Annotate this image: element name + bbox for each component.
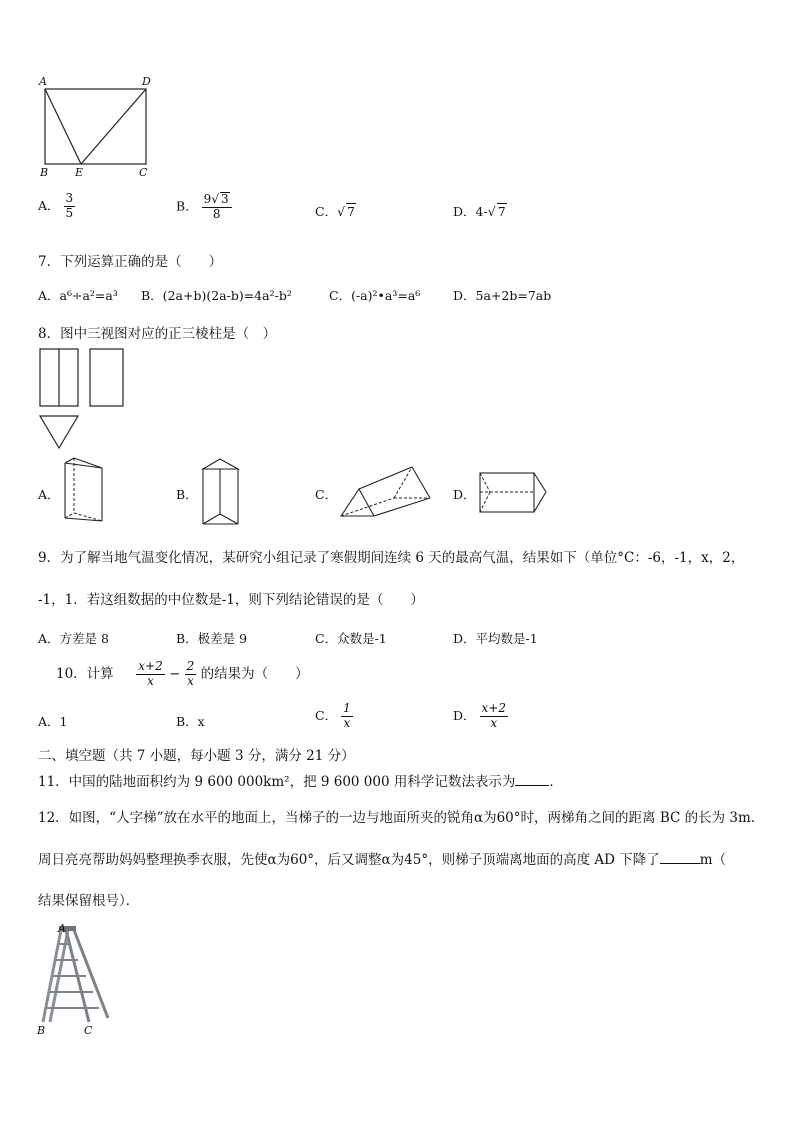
denominator: x xyxy=(341,716,353,731)
q9-stem-line2: -1，1．若这组数据的中位数是-1，则下列结论错误的是（ ） xyxy=(38,592,424,608)
stem-suffix: 的结果为（ ） xyxy=(200,665,309,682)
denominator: x xyxy=(480,716,508,731)
q9-stem-line1: 9．为了解当地气温变化情况，某研究小组记录了寒假期间连续 6 天的最高气温，结果如下（单位°C：-6，-1，x，2， xyxy=(38,550,745,566)
q8-option-a-label[interactable]: A． xyxy=(38,487,60,502)
numerator: 1 xyxy=(343,701,351,715)
q10-stem xyxy=(56,660,309,689)
denominator: x xyxy=(185,674,197,689)
q10-option-b[interactable]: B．x xyxy=(176,714,205,729)
numerator: 9√ 3 xyxy=(203,192,229,206)
q9-option-b[interactable]: B．极差是 9 xyxy=(176,631,248,646)
answer-blank[interactable] xyxy=(515,785,549,786)
stem-text: 周日亮亮帮助妈妈整理换季衣服，先使α为60°，后又调整α为45°，则梯子顶端离地面的高度 AD 下降了 xyxy=(38,852,660,868)
q8-option-b-label[interactable]: B． xyxy=(176,487,198,502)
ladder-figure xyxy=(34,918,118,1040)
q7-option-a[interactable]: A．a⁶÷a²=a³ xyxy=(38,288,118,303)
numerator: 3 xyxy=(65,191,74,205)
prism-option-b[interactable] xyxy=(200,456,244,528)
answer-blank[interactable] xyxy=(660,863,700,864)
label-c: C xyxy=(139,166,148,179)
fraction xyxy=(64,192,76,221)
fraction xyxy=(341,702,353,731)
q7-option-d[interactable]: D．5a+2b=7ab xyxy=(453,288,552,303)
q6-option-d[interactable]: D．4-√ 7 xyxy=(453,204,506,219)
numerator: x+2 xyxy=(481,701,506,715)
radicand: 7 xyxy=(497,204,506,219)
denominator: x xyxy=(136,674,164,689)
q6-option-b[interactable] xyxy=(176,192,232,222)
label-b: B xyxy=(40,166,49,179)
q12-line2 xyxy=(38,848,726,868)
radicand: 7 xyxy=(347,204,355,219)
option-label: C． xyxy=(315,204,338,219)
prism-option-a[interactable] xyxy=(62,455,108,527)
minus-sign: − xyxy=(169,665,181,682)
option-label: B． xyxy=(176,198,198,214)
stem-text: 11．中国的陆地面积约为 9 600 000km²，把 9 600 000 用科学记数法表示为 xyxy=(38,774,516,790)
denominator: 8 xyxy=(202,207,232,222)
q10-option-d[interactable] xyxy=(453,702,508,731)
prism-option-c[interactable] xyxy=(338,464,434,520)
q8-option-d-label[interactable]: D． xyxy=(453,487,476,502)
option-label: A． xyxy=(38,197,60,213)
label-c: C xyxy=(84,1024,93,1037)
q10-option-a[interactable]: A．1 xyxy=(38,714,68,729)
q7-option-b[interactable]: B．(2a+b)(2a-b)=4a²-b² xyxy=(141,288,292,303)
q9-option-d[interactable]: D．平均数是-1 xyxy=(453,631,538,646)
q12-line3: 结果保留根号）． xyxy=(38,893,140,909)
q12-line1: 12．如图，“人字梯”放在水平的地面上，当梯子的一边与地面所夹的锐角α为60°时，两梯角之间的距离 BC 的长为 3m. xyxy=(38,810,756,826)
stem-prefix: 10．计算 xyxy=(56,665,114,682)
stem-tail: m（ xyxy=(699,852,727,868)
radicand: 3 xyxy=(220,192,229,206)
section-heading: 二、填空题（共 7 小题，每小题 3 分，满分 21 分） xyxy=(38,748,355,764)
prism-option-d[interactable] xyxy=(477,470,549,516)
numerator: x+2 xyxy=(138,659,163,673)
coefficient: 9 xyxy=(203,192,212,206)
q6-option-a[interactable] xyxy=(38,192,75,221)
q8-option-c-label[interactable]: C． xyxy=(315,487,338,502)
rectangle-figure xyxy=(36,72,156,184)
label-a: A xyxy=(39,75,47,88)
fraction xyxy=(480,702,508,731)
q7-option-c[interactable]: C．(-a)²•a³=a⁶ xyxy=(329,288,421,303)
q6-option-c[interactable]: C．√ 7 xyxy=(315,204,355,219)
three-view-figure xyxy=(38,346,128,452)
label-e: E xyxy=(75,166,84,179)
q7-stem: 7．下列运算正确的是（ ） xyxy=(38,254,223,270)
fraction xyxy=(202,192,232,222)
q9-option-c[interactable]: C．众数是-1 xyxy=(315,631,387,646)
option-label: C． xyxy=(315,707,338,723)
label-d: D xyxy=(142,75,151,88)
prefix: 4- xyxy=(475,204,488,219)
option-label: D． xyxy=(453,707,476,723)
label-b: B xyxy=(37,1024,46,1037)
q9-option-a[interactable]: A．方差是 8 xyxy=(38,631,109,646)
q11-stem xyxy=(38,770,563,790)
numerator: 2 xyxy=(186,659,195,673)
stem-tail: ． xyxy=(549,774,563,790)
option-label: D． xyxy=(453,204,476,219)
q8-stem: 8．图中三视图对应的正三棱柱是（ ） xyxy=(38,326,277,342)
fraction-2 xyxy=(185,660,197,689)
label-a: A xyxy=(58,922,66,935)
denominator: 5 xyxy=(65,205,74,220)
fraction-1 xyxy=(136,660,164,689)
q10-option-c[interactable] xyxy=(315,702,353,731)
